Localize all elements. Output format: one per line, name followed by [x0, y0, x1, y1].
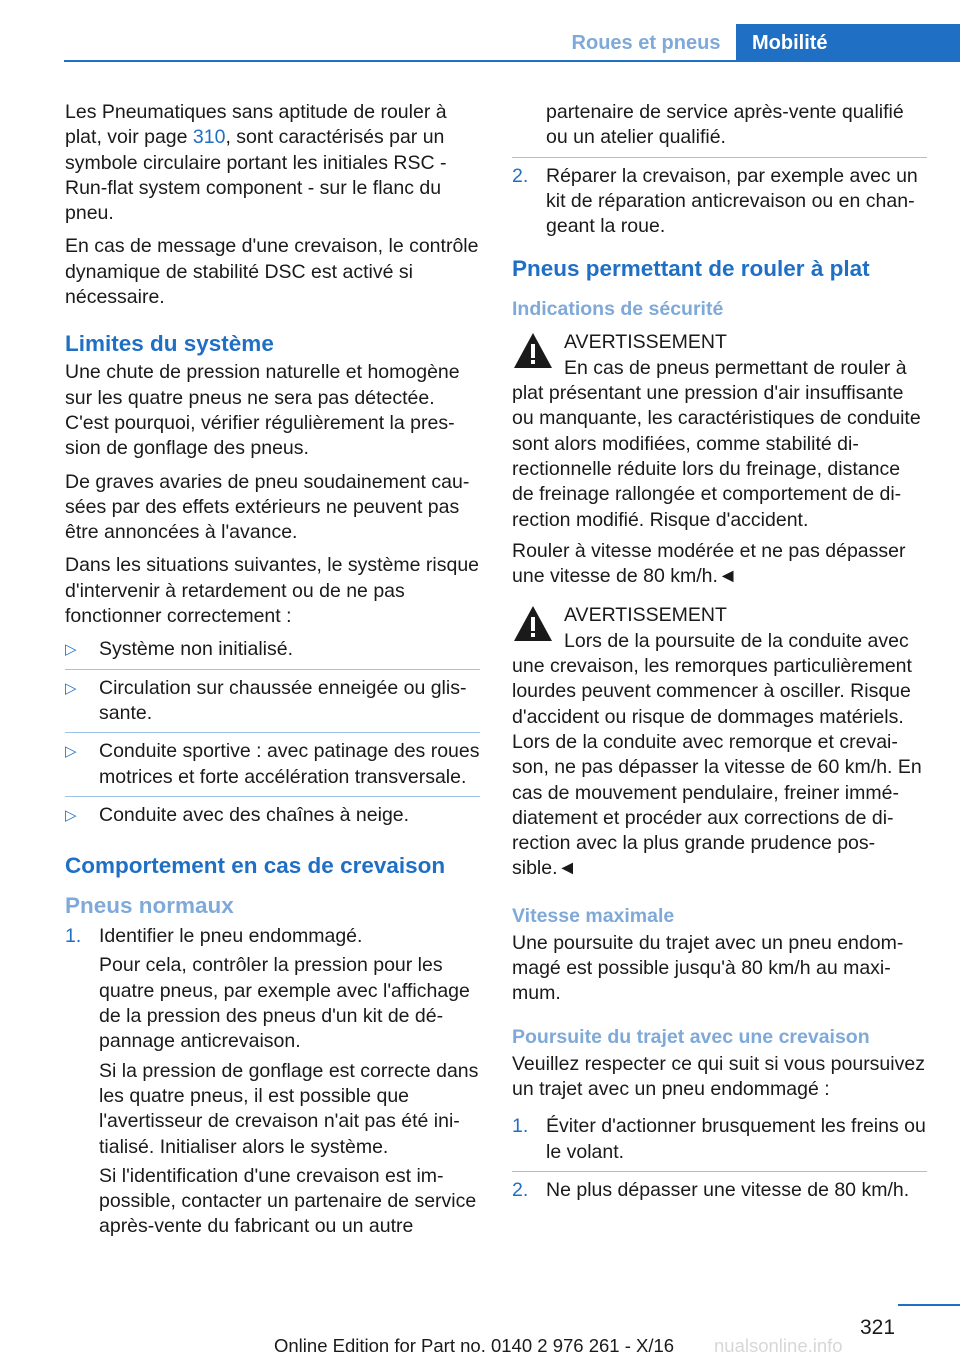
limits-paragraph-2: De graves avaries de pneu soudainement causées par des effets extérieurs ne peuvent pas être annoncées à l'avance.: [65, 470, 470, 544]
step-text: Éviter d'actionner brusquement les freins ou le volant.: [546, 1115, 926, 1163]
continue-driving-paragraph: Veuillez respecter ce qui suit si vous poursuivez un trajet avec un pneu endommagé :: [512, 1052, 925, 1100]
list-item: [512, 100, 927, 158]
header-section-tab: Roues et pneus: [571, 32, 721, 54]
normal-tires-heading: Pneus normaux: [65, 893, 234, 919]
footer-rule: [898, 1304, 960, 1306]
list-item: [512, 164, 927, 246]
step-continuation: partenaire de service après-vente qualifié ou un atelier qualifié.: [546, 101, 904, 149]
warning-block-1: [512, 330, 927, 532]
step-sub-paragraph: Pour cela, contrôler la pression pour les quatre pneus, par exemple avec l'affichage de la pression des pneus d'un kit de dépannage anticrevaison.: [99, 954, 470, 1053]
limits-paragraph-1: Une chute de pression naturelle et homogène sur les quatre pneus ne sera pas détectée. C'est pourquoi, vérifier régulièrement la pression de gonflage des pneus.: [65, 361, 460, 460]
bullet-triangle-icon: ▷: [65, 806, 77, 824]
list-item: [512, 1178, 927, 1209]
continue-driving-heading: Poursuite du trajet avec une crevaison: [512, 1025, 870, 1048]
step-number: 2.: [512, 1178, 529, 1201]
bullet-triangle-icon: ▷: [65, 641, 77, 659]
page-number: 321: [860, 1316, 896, 1339]
list-item: [512, 1114, 927, 1172]
warning-body: En cas de pneus permettant de rouler à plat présentant une pression d'air insuffisante ou manquante, les caractéristiques de conduite sont alors modifiées, comme stabilité directionnelle réduite lors du freinage, distance de freinage rallongée et comportement de direction modifié. Risque d'accident.: [512, 356, 921, 531]
warning-triangle-icon: [512, 603, 554, 645]
dsc-paragraph: En cas de message d'une crevaison, le contrôle dynamique de stabilité DSC est activé si nécessaire.: [65, 235, 479, 309]
header-rule: [64, 60, 960, 62]
page-reference-link[interactable]: 310: [192, 126, 226, 149]
header-chapter-tab: Mobilité: [736, 24, 960, 62]
safety-heading: Indications de sécurité: [512, 298, 724, 321]
intro-paragraph: Les Pneumatiques sans aptitude de rouler à plat, voir page 310, sont caractérisés par un symbole circulaire portant les initiales RSC - Run-flat system component - sur le flanc du pneu.: [65, 101, 447, 225]
warning-1-paragraph: Rouler à vitesse modérée et ne pas dépasser une vitesse de 80 km/h.◄: [512, 539, 906, 588]
warning-body: Lors de la poursuite de la conduite avec une crevaison, les remorques particulièrement lourdes peuvent commencer à osciller. Risque d'accident ou risque de dommages matériels. Lors de la conduite avec remorque et crevaison, ne pas dépasser la vitesse de 60 km/h. En cas de mouvement pendulaire, freiner immédiatement et procéder aux corrections de direction avec la plus grande prudence possible.◄: [512, 629, 922, 880]
step-number: 1.: [512, 1115, 529, 1138]
list-item: ▷ Conduite avec des chaînes à neige.: [65, 803, 480, 834]
step-sub-paragraph: Si la pression de gonflage est correcte dans les quatre pneus, il est possible que l'avertisseur de crevaison n'ait pas été initialisé. Initialiser alors le système.: [99, 1059, 479, 1158]
puncture-steps-list-continued: [512, 100, 927, 245]
max-speed-heading: Vitesse maximale: [512, 904, 675, 927]
list-item: [65, 924, 480, 1246]
step-text: Réparer la crevaison, par exemple avec un kit de réparation anticrevaison ou en changeant la roue.: [546, 164, 918, 238]
watermark: nualsonline.info: [714, 1335, 843, 1356]
behavior-heading: Comportement en cas de crevaison: [65, 853, 446, 879]
step-text: Ne plus dépasser une vitesse de 80 km/h.: [546, 1178, 910, 1201]
warning-block-2: [512, 603, 927, 881]
limits-heading: Limites du système: [65, 331, 274, 357]
step-text: Identifier le pneu endommagé.: [99, 925, 363, 948]
step-sub-paragraph: Si l'identification d'une crevaison est impossible, contacter un partenaire de service après-vente du fabricant ou un autre: [99, 1164, 477, 1238]
warning-title: AVERTISSEMENT: [564, 331, 727, 354]
right-column: [512, 100, 927, 1215]
bullet-triangle-icon: ▷: [65, 679, 77, 697]
warning-title: AVERTISSEMENT: [564, 604, 727, 627]
max-speed-paragraph: Une poursuite du trajet avec un pneu endommagé est possible jusqu'à 80 km/h au maximum.: [512, 931, 904, 1005]
list-item: ▷ Circulation sur chaussée enneigée ou glissante.: [65, 676, 480, 734]
bullet-triangle-icon: ▷: [65, 743, 77, 761]
continue-driving-list: [512, 1114, 927, 1209]
runflat-heading: Pneus permettant de rouler à plat: [512, 256, 870, 282]
left-column: [65, 100, 480, 1252]
puncture-steps-list: [65, 924, 480, 1246]
list-item: ▷ Système non initialisé.: [65, 637, 480, 669]
step-number: 1.: [65, 925, 82, 948]
list-item: ▷ Conduite sportive : avec patinage des roues motrices et forte accélération transversale.: [65, 739, 480, 797]
step-number: 2.: [512, 164, 529, 187]
warning-triangle-icon: [512, 330, 554, 372]
limits-paragraph-3: Dans les situations suivantes, le système risque d'intervenir à retardement ou de ne pas fonctionner correctement :: [65, 554, 480, 628]
limits-bullet-list: [65, 637, 480, 834]
edition-line: Online Edition for Part no. 0140 2 976 261 - X/16: [274, 1335, 675, 1356]
